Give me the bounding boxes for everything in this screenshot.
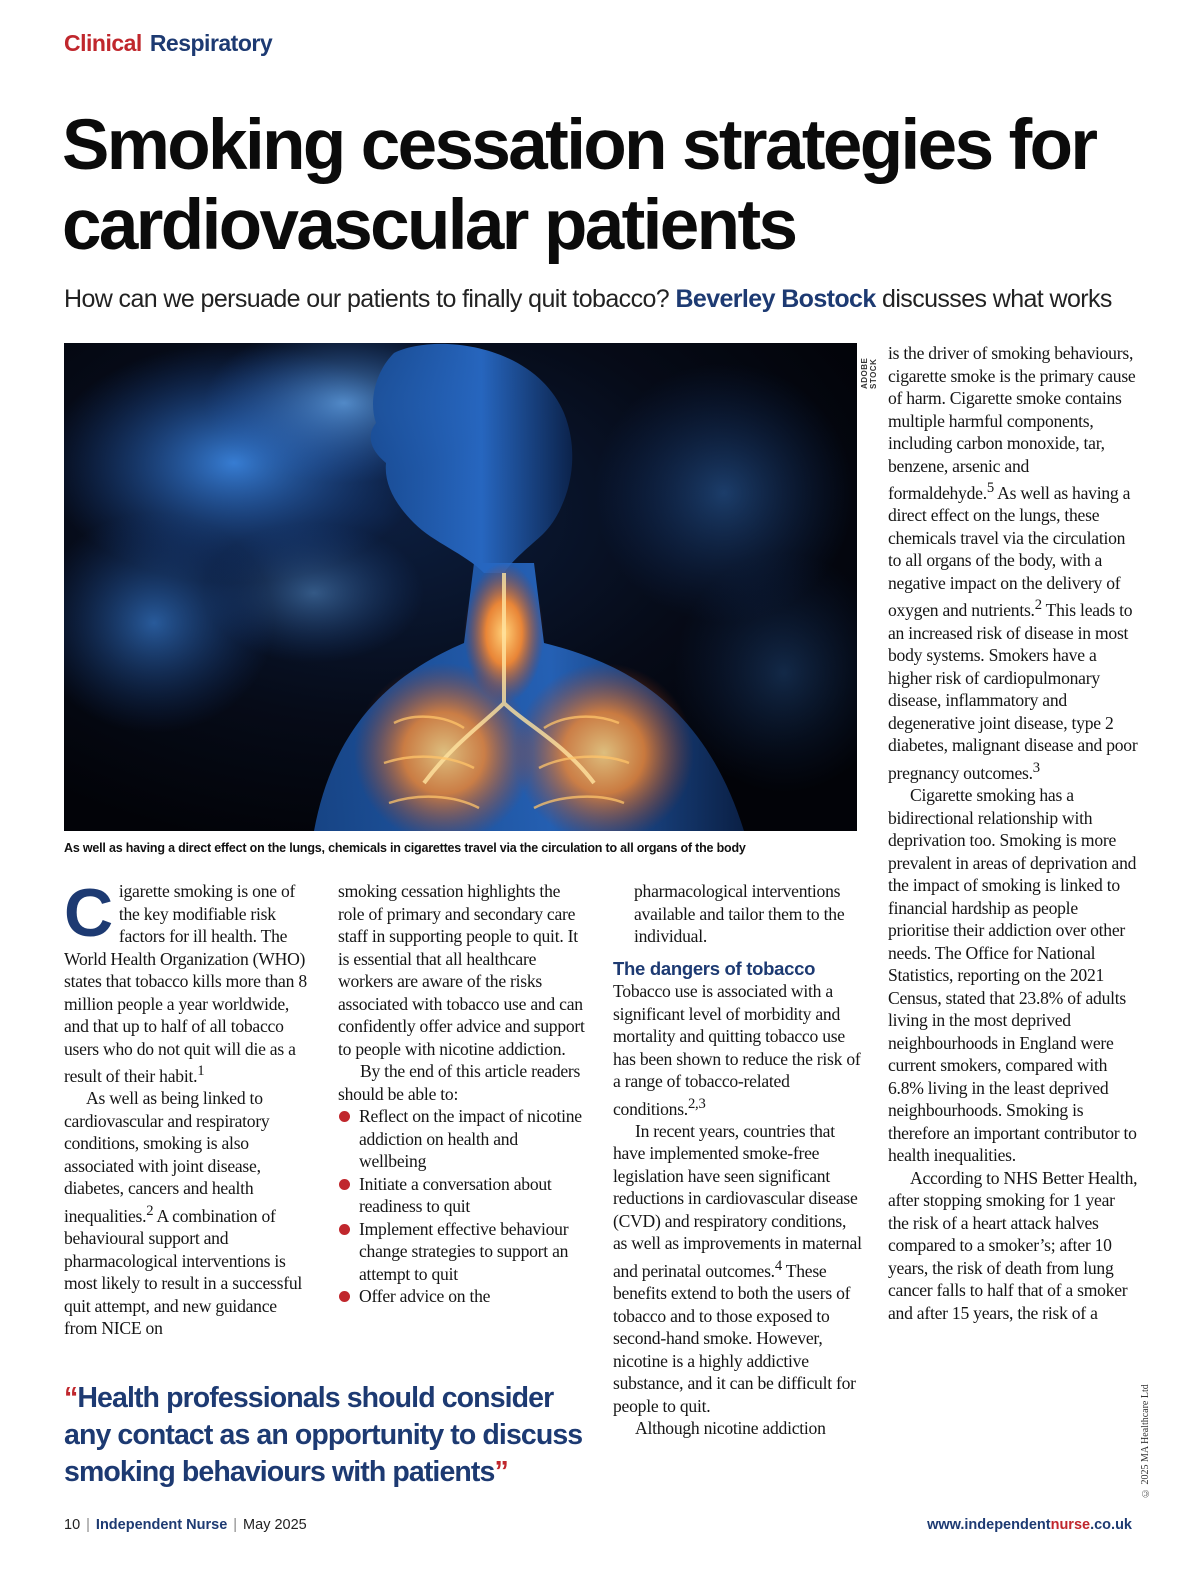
reference: 5 bbox=[986, 480, 994, 496]
paragraph-text: Tobacco use is associated with a significant level of morbidity and mortality and quitting tobacco use has been shown to reduce the risk of a range of tobacco-related conditions. bbox=[613, 981, 861, 1119]
image-credit: ADOBE STOCK bbox=[860, 357, 878, 389]
page-number: 10 bbox=[64, 1517, 81, 1533]
open-quote-mark: “ bbox=[64, 1382, 78, 1414]
paragraph bbox=[888, 342, 1138, 784]
paragraph-text: A combination of behavioural support and pharmacological interventions is most likely to result in a successful quit attempt, and new guidance from NICE on bbox=[64, 1205, 302, 1339]
paragraph bbox=[64, 875, 314, 1087]
list-item-text: Reflect on the impact of nicotine addiction on health and wellbeing bbox=[359, 1106, 582, 1171]
list-item bbox=[338, 1173, 588, 1218]
reference: 2 bbox=[146, 1202, 154, 1219]
paragraph: By the end of this article readers should be able to: bbox=[338, 1061, 581, 1104]
paragraph bbox=[613, 980, 863, 1120]
paragraph bbox=[613, 1120, 863, 1417]
column-1 bbox=[64, 875, 314, 1340]
list-item bbox=[338, 1105, 588, 1173]
section-secondary: Respiratory bbox=[149, 30, 273, 56]
copyright-notice: © 2025 MA Healthcare Ltd bbox=[1140, 1384, 1151, 1498]
reference: 2 bbox=[1034, 597, 1042, 614]
reference: 2,3 bbox=[687, 1095, 706, 1112]
reference: 3 bbox=[1032, 759, 1040, 776]
standfirst-tail: discusses what works bbox=[882, 285, 1112, 313]
paragraph-text: In recent years, countries that have implemented smoke-free legislation have seen significant reductions in cardiovascular disease (CVD) and respiratory conditions, as well as improvements in maternal and perinatal outcomes. bbox=[613, 1120, 862, 1281]
paragraph-text: As well as being linked to cardiovascular and respiratory conditions, smoking is also associated with joint disease, diabetes, cancers and health inequalities. bbox=[64, 1088, 270, 1226]
list-item-text: Offer advice on the bbox=[359, 1286, 491, 1306]
standfirst bbox=[64, 285, 1112, 314]
issue-date: May 2025 bbox=[243, 1517, 307, 1533]
list-item bbox=[338, 1218, 588, 1286]
footer-separator: | bbox=[233, 1517, 238, 1533]
paragraph: smoking cessation highlights the role of primary and secondary care staff in supporting people to quit. It is essential that all healthcare workers are aware of the risks associated with tobacco use and can confidently offer advice and support to people with nicotine addiction. bbox=[338, 881, 585, 1059]
hero-image bbox=[64, 343, 857, 831]
bullet-icon bbox=[339, 1179, 350, 1190]
bullet-icon bbox=[339, 1111, 350, 1122]
section-primary: Clinical bbox=[64, 30, 142, 56]
subheading: The dangers of tobacco bbox=[613, 957, 816, 979]
column-2 bbox=[338, 880, 588, 1308]
paragraph: Cigarette smoking has a bidirectional relationship with deprivation too. Smoking is more prevalent in areas of deprivation and the impact of smoking is linked to financial hardship as people prioritise their addiction over other needs. The Office for National Statistics, reporting on the 2021 Census, stated that 23.8% of adults living in the most deprived neighbourhoods in England were current smokers, compared with 6.8% living in the least deprived neighbourhoods. Smoking is therefore an important contributor to health inequalities. bbox=[888, 785, 1137, 1166]
paragraph-text: This leads to an increased risk of disease in most body systems. Smokers have a higher risk of cardiopulmonary disease, inflammatory and degenerative joint disease, type 2 diabetes, malignant disease and poor pregnancy outcomes. bbox=[888, 600, 1138, 783]
drop-cap: C bbox=[64, 875, 113, 951]
url-part: nurse bbox=[1050, 1517, 1091, 1533]
bullet-icon bbox=[339, 1291, 350, 1302]
list-item bbox=[338, 1285, 588, 1308]
list-item-text: Initiate a conversation about readiness to quit bbox=[359, 1173, 552, 1216]
paragraph-text: These benefits extend to both the users of tobacco and to those exposed to second-hand smoke. However, nicotine is a highly addictive substance, and it can be difficult for people to quit. bbox=[613, 1260, 856, 1416]
image-caption: As well as having a direct effect on the lungs, chemicals in cigarettes travel via the circulation to all organs of the body bbox=[64, 841, 746, 855]
smoker-lungs-illustration bbox=[64, 343, 857, 831]
website-link[interactable] bbox=[927, 1517, 1132, 1533]
author-name: Beverley Bostock bbox=[675, 285, 876, 313]
reference: 4 bbox=[774, 1257, 782, 1274]
paragraph-text: is the driver of smoking behaviours, cigarette smoke is the primary cause of harm. Cigarette smoke contains multiple harmful components, including carbon monoxide, tar, benzene, arsenic and formaldehyde. bbox=[888, 343, 1136, 503]
publication-name-part: Nurse bbox=[186, 1517, 228, 1533]
paragraph-text: igarette smoking is one of the key modifiable risk factors for ill health. The World Health Organization (WHO) states that tobacco kills more than 8 million people a year worldwide, and that up to half of all tobacco users who do not quit will die as a result of their habit. bbox=[64, 881, 307, 1086]
pull-quote-text: Health professionals should consider any contact as an opportunity to discuss smoking behaviours with patients bbox=[64, 1382, 583, 1488]
list-continuation: pharmacological interventions available and tailor them to the individual. bbox=[634, 881, 845, 946]
column-3 bbox=[613, 880, 863, 1440]
close-quote-mark: ” bbox=[494, 1456, 508, 1488]
paragraph: According to NHS Better Health, after stopping smoking for 1 year the risk of a heart attack halves compared to a smoker’s; after 10 years, the risk of death from lung cancer falls to half that of a smoker and after 15 years, the risk of a bbox=[888, 1167, 1138, 1323]
article-headline: Smoking cessation strategies for cardiovascular patients bbox=[62, 106, 1096, 265]
url-part: .co.uk bbox=[1090, 1517, 1132, 1533]
paragraph bbox=[64, 1087, 314, 1339]
paragraph: Although nicotine addiction bbox=[635, 1418, 826, 1439]
url-part: www.independent bbox=[927, 1517, 1051, 1533]
column-4 bbox=[888, 342, 1138, 1324]
section-tag bbox=[64, 30, 272, 57]
footer-separator: | bbox=[86, 1517, 90, 1533]
list-item-text: Implement effective behaviour change strategies to support an attempt to quit bbox=[359, 1218, 569, 1284]
paragraph-text: As well as having a direct effect on the lungs, these chemicals travel via the circulation to all organs of the body, with a negative impact on the delivery of oxygen and nutrients. bbox=[888, 482, 1131, 621]
footer-left bbox=[64, 1517, 307, 1533]
publication-name-part: Independent bbox=[95, 1517, 183, 1533]
pull-quote bbox=[64, 1380, 604, 1491]
bullet-icon bbox=[339, 1224, 350, 1235]
reference: 1 bbox=[197, 1063, 205, 1079]
learning-objectives-list bbox=[338, 1105, 588, 1308]
standfirst-lead: How can we persuade our patients to finally quit tobacco? bbox=[64, 285, 670, 313]
